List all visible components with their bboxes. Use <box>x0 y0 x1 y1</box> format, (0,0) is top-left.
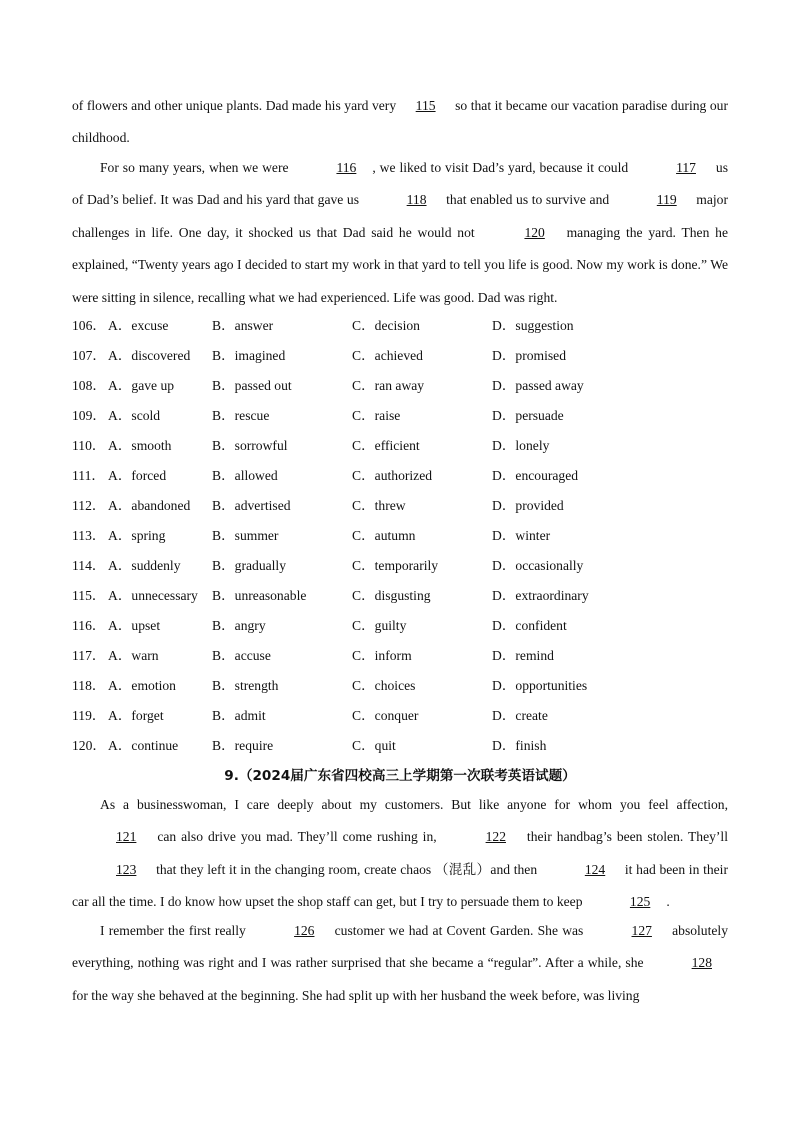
option-d[interactable]: D．extraordinary <box>492 588 589 603</box>
option-a[interactable]: A．spring <box>108 528 166 543</box>
passage1-paragraph-1: of flowers and other unique plants. Dad made his yard very 115 so that it became our vacation paradise during our childhood. <box>72 90 728 155</box>
option-d[interactable]: D．occasionally <box>492 558 584 573</box>
option-c[interactable]: C．temporarily <box>352 558 439 573</box>
answer-blank-127[interactable]: 127 <box>631 923 652 938</box>
answer-blank-118[interactable]: 118 <box>406 192 427 208</box>
option-c[interactable]: C．ran away <box>352 378 425 393</box>
option-d[interactable]: D．create <box>492 708 548 723</box>
option-b[interactable]: B．unreasonable <box>212 588 307 603</box>
option-c[interactable]: C．raise <box>352 408 401 423</box>
passage2-paragraph-2: I remember the first really 126 customer we had at Covent Garden. She was 127 absolutely everything, nothing was right and I was rather surprised that she became a “regular”. After a while, she 128 for the way she behaved at the beginning. She had split up with her husband the week before, was living <box>72 915 728 1012</box>
option-c[interactable]: C．autumn <box>352 528 416 543</box>
option-a[interactable]: A．forced <box>108 468 167 483</box>
option-b[interactable]: B．allowed <box>212 468 278 483</box>
option-a[interactable]: A．upset <box>108 618 161 633</box>
option-d[interactable]: D．passed away <box>492 378 584 393</box>
option-a[interactable]: A．continue <box>108 738 179 753</box>
answer-blank-119[interactable]: 119 <box>656 192 677 208</box>
option-a[interactable]: A．scold <box>108 408 161 423</box>
answer-blank-125[interactable]: 125 <box>629 894 651 910</box>
question-number: 110． <box>72 438 106 453</box>
question-number: 120． <box>72 738 106 753</box>
option-d[interactable]: D．confident <box>492 618 567 633</box>
question-number: 117． <box>72 648 106 663</box>
question-number: 111． <box>72 468 105 483</box>
option-c[interactable]: C．decision <box>352 318 420 333</box>
question-number: 112． <box>72 498 106 513</box>
option-d[interactable]: D．provided <box>492 498 564 513</box>
question-number: 106． <box>72 318 106 333</box>
answer-blank-120[interactable]: 120 <box>524 224 545 240</box>
option-b[interactable]: B．accuse <box>212 648 271 663</box>
answer-blank-115[interactable]: 115 <box>415 98 436 113</box>
option-c[interactable]: C．inform <box>352 648 412 663</box>
option-c[interactable]: C．quit <box>352 738 396 753</box>
option-b[interactable]: B．passed out <box>212 378 292 393</box>
option-c[interactable]: C．choices <box>352 678 416 693</box>
question-number: 116． <box>72 618 106 633</box>
answer-blank-121[interactable]: 121 <box>116 829 137 845</box>
question-number: 114． <box>72 558 106 573</box>
option-c[interactable]: C．efficient <box>352 438 420 453</box>
option-d[interactable]: D．remind <box>492 648 554 663</box>
answer-blank-123[interactable]: 123 <box>116 861 137 877</box>
option-c[interactable]: C．disgusting <box>352 588 431 603</box>
question-number: 107． <box>72 348 106 363</box>
option-a[interactable]: A．excuse <box>108 318 169 333</box>
option-a[interactable]: A．emotion <box>108 678 176 693</box>
question-number: 115． <box>72 588 106 603</box>
passage2-paragraph-1: As a businesswoman, I care deeply about my customers. But like anyone for whom you feel affection, 121 can also drive you mad. They’ll come rushing in, 122 their handbag’s been stolen. They’ll 123 that they left it in the changing room, create chaos （混乱）and then 124 it had been in their car all the time. I do know how upset the shop staff can get, but I try to persuade them to keep 125 . <box>72 789 728 919</box>
option-a[interactable]: A．smooth <box>108 438 172 453</box>
section-title: 9.（2024届广东省四校高三上学期第一次联考英语试题） <box>224 768 576 784</box>
option-a[interactable]: A．abandoned <box>108 498 191 513</box>
answer-blank-116[interactable]: 116 <box>336 160 357 175</box>
option-b[interactable]: B．advertised <box>212 498 291 513</box>
option-c[interactable]: C．guilty <box>352 618 407 633</box>
option-d[interactable]: D．winter <box>492 528 551 543</box>
question-number: 113． <box>72 528 106 543</box>
answer-blank-128[interactable]: 128 <box>691 955 712 971</box>
answer-blank-117[interactable]: 117 <box>676 160 696 175</box>
option-b[interactable]: B．sorrowful <box>212 438 288 453</box>
option-b[interactable]: B．require <box>212 738 274 753</box>
option-b[interactable]: B．strength <box>212 678 279 693</box>
option-d[interactable]: D．lonely <box>492 438 550 453</box>
option-d[interactable]: D．persuade <box>492 408 564 423</box>
option-a[interactable]: A．forget <box>108 708 164 723</box>
option-a[interactable]: A．unnecessary <box>108 588 198 603</box>
option-a[interactable]: A．gave up <box>108 378 175 393</box>
question-number: 118． <box>72 678 106 693</box>
option-b[interactable]: B．admit <box>212 708 266 723</box>
option-c[interactable]: C．threw <box>352 498 406 513</box>
answer-blank-124[interactable]: 124 <box>584 861 606 877</box>
option-d[interactable]: D．opportunities <box>492 678 588 693</box>
option-b[interactable]: B．answer <box>212 318 274 333</box>
option-c[interactable]: C．authorized <box>352 468 433 483</box>
option-b[interactable]: B．rescue <box>212 408 270 423</box>
question-number: 109． <box>72 408 106 423</box>
option-b[interactable]: B．gradually <box>212 558 286 573</box>
question-number: 119． <box>72 708 106 723</box>
option-d[interactable]: D．promised <box>492 348 567 363</box>
option-d[interactable]: D．suggestion <box>492 318 574 333</box>
option-d[interactable]: D．encouraged <box>492 468 579 483</box>
option-a[interactable]: A．suddenly <box>108 558 181 573</box>
option-a[interactable]: A．warn <box>108 648 159 663</box>
option-c[interactable]: C．achieved <box>352 348 423 363</box>
question-number: 108． <box>72 378 106 393</box>
option-b[interactable]: B．angry <box>212 618 266 633</box>
option-d[interactable]: D．finish <box>492 738 547 753</box>
option-a[interactable]: A．discovered <box>108 348 191 363</box>
answer-blank-122[interactable]: 122 <box>485 829 506 845</box>
option-b[interactable]: B．imagined <box>212 348 286 363</box>
option-b[interactable]: B．summer <box>212 528 279 543</box>
option-c[interactable]: C．conquer <box>352 708 419 723</box>
answer-blank-126[interactable]: 126 <box>294 923 315 938</box>
passage1-paragraph-2: For so many years, when we were 116 , we liked to visit Dad’s yard, because it could 117 us of Dad’s belief. It was Dad and his yard that gave us 118 that enabled us to survive and 119 major challenges in life. One day, it shocked us that Dad said he would not 120 managing the yard. Then he explained, “Twenty years ago I decided to start my work in that yard to tell you life is good. Now my work is done.” We were sitting in silence, recalling what we had experienced. Life was good. Dad was right. <box>72 152 728 314</box>
